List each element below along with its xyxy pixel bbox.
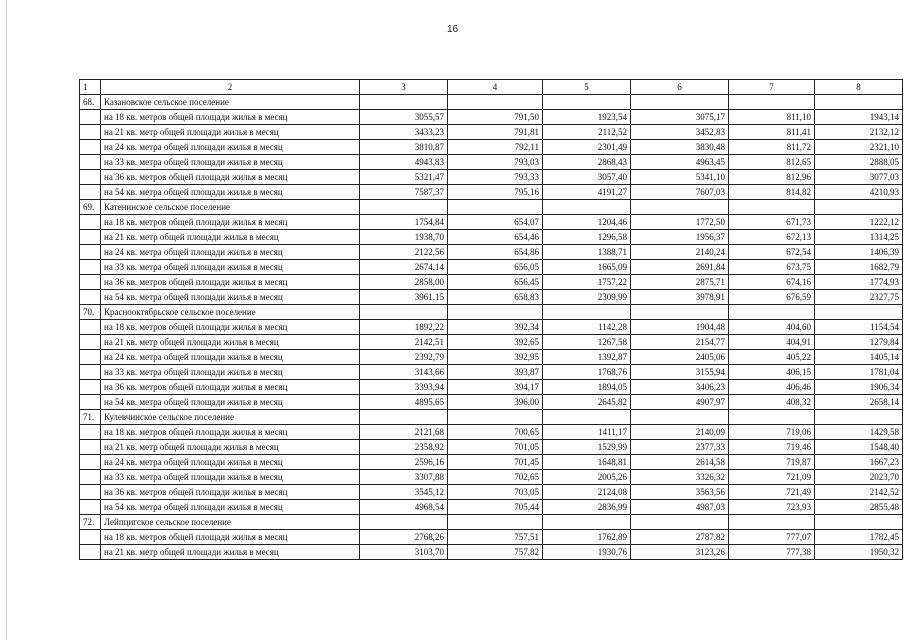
value-cell: 2023,70 [815,470,903,485]
table-row [80,485,903,500]
value-cell: 1772,50 [631,215,729,230]
header-cell: 8 [815,80,903,95]
value-cell: 1529,99 [543,440,631,455]
table-row [80,260,903,275]
value-cell: 404,60 [729,320,815,335]
table-row [80,215,903,230]
table-row [80,320,903,335]
empty-cell [448,410,543,425]
empty-cell [80,110,101,125]
value-cell: 2358,92 [360,440,448,455]
value-cell: 1930,76 [543,545,631,560]
value-cell: 2787,82 [631,530,729,545]
value-cell: 792,11 [448,140,543,155]
table-row [80,470,903,485]
value-cell: 3545,12 [360,485,448,500]
value-cell: 812,65 [729,155,815,170]
value-cell: 4968,54 [360,500,448,515]
value-cell: 2768,26 [360,530,448,545]
value-cell: 1406,39 [815,245,903,260]
empty-cell [80,290,101,305]
section-row [80,515,903,530]
value-cell: 4191,27 [543,185,631,200]
value-cell: 791,81 [448,125,543,140]
value-cell: 671,73 [729,215,815,230]
value-cell: 1429,58 [815,425,903,440]
value-cell: 1665,09 [543,260,631,275]
table-row [80,455,903,470]
value-cell: 1768,76 [543,365,631,380]
row-label: на 36 кв. метров общей площади жилья в месяц [101,170,360,185]
value-cell: 1388,71 [543,245,631,260]
value-cell: 2301,49 [543,140,631,155]
value-cell: 2858,00 [360,275,448,290]
section-row [80,200,903,215]
empty-cell [80,335,101,350]
value-cell: 1906,34 [815,380,903,395]
empty-cell [729,305,815,320]
value-cell: 405,22 [729,350,815,365]
value-cell: 811,10 [729,110,815,125]
table-row [80,500,903,515]
empty-cell [80,380,101,395]
row-label: на 33 кв. метра общей площади жилья в месяц [101,155,360,170]
table-row [80,530,903,545]
value-cell: 721,09 [729,470,815,485]
row-label: на 24 кв. метра общей площади жилья в месяц [101,455,360,470]
value-cell: 1314,25 [815,230,903,245]
value-cell: 721,49 [729,485,815,500]
page-number: 16 [446,24,459,35]
section-number: 71. [80,410,101,425]
value-cell: 1956,37 [631,230,729,245]
empty-cell [729,95,815,110]
value-cell: 3393,94 [360,380,448,395]
empty-cell [80,500,101,515]
value-cell: 408,32 [729,395,815,410]
empty-cell [80,530,101,545]
value-cell: 1774,93 [815,275,903,290]
empty-cell [80,440,101,455]
value-cell: 2327,75 [815,290,903,305]
empty-cell [815,200,903,215]
value-cell: 757,51 [448,530,543,545]
row-label: на 54 кв. метра общей площади жилья в месяц [101,395,360,410]
value-cell: 654,86 [448,245,543,260]
empty-cell [360,515,448,530]
row-label: на 54 кв. метра общей площади жилья в месяц [101,290,360,305]
value-cell: 2855,48 [815,500,903,515]
value-cell: 1892,22 [360,320,448,335]
empty-cell [360,305,448,320]
section-number: 72. [80,515,101,530]
value-cell: 2112,52 [543,125,631,140]
value-cell: 4907,97 [631,395,729,410]
empty-cell [80,260,101,275]
value-cell: 1757,22 [543,275,631,290]
row-label: на 54 кв. метра общей площади жилья в месяц [101,185,360,200]
value-cell: 2658,14 [815,395,903,410]
value-cell: 1411,17 [543,425,631,440]
value-cell: 2868,43 [543,155,631,170]
empty-cell [631,515,729,530]
table-row [80,365,903,380]
empty-cell [631,305,729,320]
empty-cell [815,410,903,425]
empty-cell [80,470,101,485]
value-cell: 719,46 [729,440,815,455]
value-cell: 3075,17 [631,110,729,125]
empty-cell [80,365,101,380]
table-row [80,335,903,350]
value-cell: 5321,47 [360,170,448,185]
value-cell: 2875,71 [631,275,729,290]
value-cell: 1204,46 [543,215,631,230]
value-cell: 1667,23 [815,455,903,470]
value-cell: 793,33 [448,170,543,185]
value-cell: 406,15 [729,365,815,380]
value-cell: 701,45 [448,455,543,470]
value-cell: 3326,32 [631,470,729,485]
value-cell: 3452,83 [631,125,729,140]
value-cell: 1222,12 [815,215,903,230]
value-cell: 4895,65 [360,395,448,410]
empty-cell [543,305,631,320]
row-label: на 18 кв. метров общей площади жилья в месяц [101,215,360,230]
value-cell: 812,96 [729,170,815,185]
empty-cell [360,95,448,110]
empty-cell [815,515,903,530]
value-cell: 1754,84 [360,215,448,230]
value-cell: 2405,06 [631,350,729,365]
value-cell: 676,59 [729,290,815,305]
empty-cell [80,320,101,335]
value-cell: 791,50 [448,110,543,125]
tariff-table [79,79,903,560]
value-cell: 702,65 [448,470,543,485]
value-cell: 1267,58 [543,335,631,350]
value-cell: 757,82 [448,545,543,560]
table-row [80,170,903,185]
empty-cell [543,410,631,425]
empty-cell [815,95,903,110]
value-cell: 654,07 [448,215,543,230]
value-cell: 656,05 [448,260,543,275]
empty-cell [80,170,101,185]
empty-cell [448,305,543,320]
value-cell: 1405,14 [815,350,903,365]
section-title: Кулевчинское сельское поселение [101,410,360,425]
value-cell: 1923,54 [543,110,631,125]
row-label: на 18 кв. метров общей площади жилья в месяц [101,320,360,335]
value-cell: 1950,32 [815,545,903,560]
row-label: на 21 кв. метр общей площади жилья в месяц [101,230,360,245]
empty-cell [80,140,101,155]
row-label: на 54 кв. метра общей площади жилья в месяц [101,500,360,515]
value-cell: 2836,99 [543,500,631,515]
empty-cell [631,95,729,110]
section-title: Краснооктябрьское сельское поселение [101,305,360,320]
value-cell: 1782,45 [815,530,903,545]
empty-cell [80,545,101,560]
value-cell: 2674,14 [360,260,448,275]
section-title: Лейпцигское сельское поселение [101,515,360,530]
value-cell: 3830,48 [631,140,729,155]
value-cell: 406,46 [729,380,815,395]
empty-cell [80,425,101,440]
value-cell: 7607,03 [631,185,729,200]
row-label: на 36 кв. метров общей площади жилья в месяц [101,380,360,395]
value-cell: 3143,66 [360,365,448,380]
row-label: на 33 кв. метра общей площади жилья в месяц [101,365,360,380]
value-cell: 2392,79 [360,350,448,365]
row-label: на 24 кв. метра общей площади жилья в месяц [101,140,360,155]
value-cell: 1781,04 [815,365,903,380]
value-cell: 703,05 [448,485,543,500]
table-row [80,125,903,140]
row-label: на 18 кв. метров общей площади жилья в месяц [101,425,360,440]
value-cell: 654,46 [448,230,543,245]
value-cell: 2142,52 [815,485,903,500]
value-cell: 1142,28 [543,320,631,335]
empty-cell [543,200,631,215]
value-cell: 3155,94 [631,365,729,380]
row-label: на 21 кв. метр общей площади жилья в месяц [101,125,360,140]
value-cell: 705,44 [448,500,543,515]
value-cell: 2005,26 [543,470,631,485]
empty-cell [815,305,903,320]
value-cell: 1894,05 [543,380,631,395]
value-cell: 394,17 [448,380,543,395]
section-title: Казановское сельское поселение [101,95,360,110]
table-row [80,425,903,440]
value-cell: 2140,09 [631,425,729,440]
empty-cell [729,200,815,215]
value-cell: 2132,12 [815,125,903,140]
value-cell: 658,83 [448,290,543,305]
header-cell: 1 [80,80,101,95]
value-cell: 396,00 [448,395,543,410]
value-cell: 2691,84 [631,260,729,275]
value-cell: 719,87 [729,455,815,470]
table-row [80,545,903,560]
value-cell: 811,72 [729,140,815,155]
value-cell: 672,13 [729,230,815,245]
empty-cell [448,95,543,110]
empty-cell [448,515,543,530]
value-cell: 3961,15 [360,290,448,305]
row-label: на 21 кв. метр общей площади жилья в месяц [101,545,360,560]
value-cell: 723,93 [729,500,815,515]
empty-cell [80,230,101,245]
empty-cell [80,455,101,470]
empty-cell [80,275,101,290]
value-cell: 1682,79 [815,260,903,275]
value-cell: 2122,56 [360,245,448,260]
row-label: на 24 кв. метра общей площади жилья в месяц [101,245,360,260]
empty-cell [360,200,448,215]
value-cell: 3563,56 [631,485,729,500]
value-cell: 1279,84 [815,335,903,350]
empty-cell [729,515,815,530]
row-label: на 33 кв. метра общей площади жилья в месяц [101,470,360,485]
value-cell: 393,87 [448,365,543,380]
empty-cell [80,245,101,260]
value-cell: 777,07 [729,530,815,545]
empty-cell [631,410,729,425]
page-left-edge [6,0,7,640]
value-cell: 2124,08 [543,485,631,500]
value-cell: 656,45 [448,275,543,290]
table-row [80,140,903,155]
value-cell: 2309,99 [543,290,631,305]
table-row [80,110,903,125]
row-label: на 24 кв. метра общей площади жилья в месяц [101,350,360,365]
empty-cell [80,215,101,230]
value-cell: 2614,58 [631,455,729,470]
empty-cell [543,95,631,110]
table-row [80,185,903,200]
empty-cell [360,410,448,425]
row-label: на 36 кв. метров общей площади жилья в месяц [101,485,360,500]
value-cell: 2888,05 [815,155,903,170]
value-cell: 3077,03 [815,170,903,185]
section-row [80,305,903,320]
value-cell: 404,91 [729,335,815,350]
value-cell: 1548,40 [815,440,903,455]
section-title: Катенинское сельское поселение [101,200,360,215]
value-cell: 4210,93 [815,185,903,200]
header-cell: 7 [729,80,815,95]
header-cell: 6 [631,80,729,95]
empty-cell [729,410,815,425]
empty-cell [543,515,631,530]
value-cell: 700,65 [448,425,543,440]
value-cell: 793,03 [448,155,543,170]
value-cell: 795,16 [448,185,543,200]
value-cell: 392,65 [448,335,543,350]
value-cell: 3978,91 [631,290,729,305]
empty-cell [80,350,101,365]
section-number: 68. [80,95,101,110]
empty-cell [80,395,101,410]
header-cell: 4 [448,80,543,95]
row-label: на 21 кв. метр общей площади жилья в месяц [101,440,360,455]
value-cell: 4963,45 [631,155,729,170]
table-row [80,230,903,245]
value-cell: 1296,58 [543,230,631,245]
header-cell: 3 [360,80,448,95]
value-cell: 1904,48 [631,320,729,335]
value-cell: 2645,82 [543,395,631,410]
row-label: на 21 кв. метр общей площади жилья в месяц [101,335,360,350]
value-cell: 777,38 [729,545,815,560]
value-cell: 3057,40 [543,170,631,185]
empty-cell [631,200,729,215]
value-cell: 3103,70 [360,545,448,560]
value-cell: 3406,23 [631,380,729,395]
value-cell: 7587,37 [360,185,448,200]
value-cell: 814,82 [729,185,815,200]
value-cell: 2140,24 [631,245,729,260]
value-cell: 5341,10 [631,170,729,185]
table-row [80,350,903,365]
value-cell: 719,06 [729,425,815,440]
section-row [80,410,903,425]
empty-cell [80,125,101,140]
value-cell: 672,54 [729,245,815,260]
empty-cell [80,485,101,500]
value-cell: 3433,23 [360,125,448,140]
value-cell: 1943,14 [815,110,903,125]
value-cell: 2154,77 [631,335,729,350]
empty-cell [448,200,543,215]
value-cell: 1762,89 [543,530,631,545]
value-cell: 4943,83 [360,155,448,170]
value-cell: 3307,88 [360,470,448,485]
value-cell: 4987,03 [631,500,729,515]
section-number: 70. [80,305,101,320]
value-cell: 3810,87 [360,140,448,155]
table-row [80,245,903,260]
value-cell: 2321,10 [815,140,903,155]
value-cell: 392,34 [448,320,543,335]
table-row [80,290,903,305]
value-cell: 674,16 [729,275,815,290]
row-label: на 18 кв. метров общей площади жилья в месяц [101,110,360,125]
header-cell: 5 [543,80,631,95]
table-row [80,155,903,170]
value-cell: 811,41 [729,125,815,140]
value-cell: 3055,57 [360,110,448,125]
value-cell: 3123,26 [631,545,729,560]
section-row [80,95,903,110]
row-label: на 18 кв. метров общей площади жилья в месяц [101,530,360,545]
table-row [80,440,903,455]
value-cell: 673,75 [729,260,815,275]
value-cell: 2377,33 [631,440,729,455]
empty-cell [80,155,101,170]
value-cell: 2142,51 [360,335,448,350]
empty-cell [80,185,101,200]
value-cell: 2596,16 [360,455,448,470]
header-cell: 2 [101,80,360,95]
table-row [80,275,903,290]
section-number: 69. [80,200,101,215]
value-cell: 1392,87 [543,350,631,365]
value-cell: 1648,81 [543,455,631,470]
row-label: на 36 кв. метров общей площади жилья в месяц [101,275,360,290]
row-label: на 33 кв. метра общей площади жилья в месяц [101,260,360,275]
table-header-row [80,80,903,95]
value-cell: 1938,70 [360,230,448,245]
value-cell: 392,95 [448,350,543,365]
value-cell: 701,05 [448,440,543,455]
table-row [80,380,903,395]
value-cell: 1154,54 [815,320,903,335]
table-row [80,395,903,410]
value-cell: 2121,68 [360,425,448,440]
